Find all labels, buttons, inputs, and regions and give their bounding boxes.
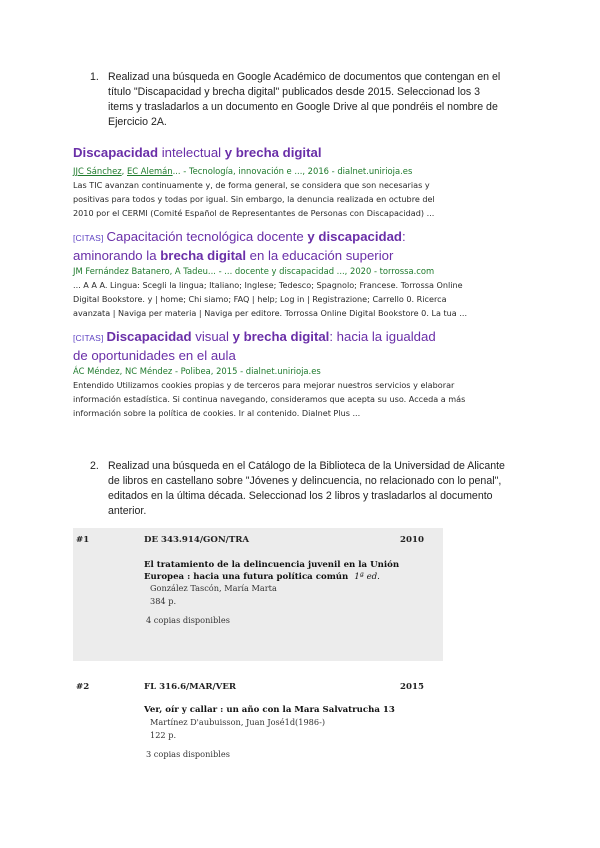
catalog-item-1-copies: 4 copias disponibles	[146, 615, 230, 625]
snippet-line: positivas para todos y todas por igual. Sin embargo, la denuncia realizada en octubre del	[73, 193, 435, 204]
snippet-line: Las TIC avanzan continuamente y, de forma general, se considera que son necesarias y	[73, 180, 430, 190]
catalog-item-2-year: 2015	[400, 682, 424, 692]
catalog-item-1-callnumber: DE 343.914/GON/TRA	[144, 535, 250, 545]
result-1-title-part: Discapacidad	[73, 145, 159, 160]
catalog-item-2-index: #2	[76, 682, 90, 692]
snippet-line: 2010 por el CERMI (Comité Español de Representantes de Personas con Discapacidad) ...	[73, 207, 435, 218]
result-2-title-part: :	[401, 229, 406, 244]
result-2-title-part: en la educación superior	[246, 248, 394, 263]
result-2-meta: JM Fernández Batanero, A Tadeu... - ... docente y discapacidad ..., 2020 - torrossa.com	[73, 266, 435, 276]
catalog-item-1-pages: 384 p.	[150, 596, 177, 606]
catalog-item-2-copies: 3 copias disponibles	[146, 749, 230, 759]
result-1-snippet	[73, 179, 528, 220]
result-3-title-part: visual	[191, 329, 233, 344]
catalog-item-1-edition: 1ª ed.	[354, 572, 380, 582]
catalog-item-1-index: #1	[76, 535, 90, 545]
task-2-line-4: anterior.	[108, 505, 147, 517]
catalog-title-line: Europea : hacia una futura política común	[144, 572, 349, 582]
task-2-line-3: editados en la última década. Seleccionad los 2 libros y trasladarlos al documento	[108, 490, 493, 502]
task-1-number: 1.	[90, 71, 99, 83]
result-2-title-part: aminorando la	[73, 248, 161, 263]
result-1-meta-sep: ,	[121, 166, 127, 176]
catalog-item-2-title[interactable]: Ver, oír y callar : un año con la Mara Salvatrucha 13	[144, 705, 395, 715]
task-1-line-4: Ejercicio 2A.	[108, 116, 167, 128]
result-1-title[interactable]	[73, 144, 513, 161]
catalog-item-1-year: 2010	[400, 535, 424, 545]
result-1-author-link[interactable]: EC Alemán	[127, 166, 173, 176]
result-3-title[interactable]	[73, 328, 513, 364]
result-1-title-part: y brecha digital	[224, 145, 322, 160]
task-2-line-2: de libros en castellano sobre "Jóvenes y delincuencia, no relacionado con lo penal",	[108, 475, 502, 487]
result-1-meta-rest: ... - Tecnología, innovación e ..., 2016 - dialnet.unirioja.es	[172, 166, 413, 176]
result-2-snippet	[73, 279, 528, 320]
task-1-line-1: Realizad una búsqueda en Google Académico de documentos que contengan en el	[108, 71, 501, 83]
result-1-meta	[73, 165, 523, 177]
catalog-item-2-pages: 122 p.	[150, 730, 177, 740]
catalog-item-1-panel	[73, 528, 443, 661]
snippet-line: información estadística. Si continua navegando, consideramos que acepta su uso. Acceda a más	[73, 393, 466, 404]
task-1-line-2: título "Discapacidad y brecha digital" publicados desde 2015. Seleccionad los 3	[108, 86, 481, 98]
result-3-title-part: : hacia la igualdad	[329, 329, 436, 344]
task-2-number: 2.	[90, 460, 99, 472]
result-2-title-part: y discapacidad	[307, 229, 402, 244]
snippet-line: Digital Bookstore. y | home; Chi siamo; FAQ | help; Log in | Registrazione; Carrello 0. Ricerca	[73, 293, 447, 304]
result-2-title-part: brecha digital	[160, 248, 246, 263]
result-1-author-link[interactable]: JJC Sánchez	[73, 166, 122, 176]
catalog-title-line: El tratamiento de la delincuencia juvenil en la Unión	[144, 560, 400, 570]
result-3-meta: ÁC Méndez, NC Méndez - Polibea, 2015 - dialnet.unirioja.es	[73, 366, 321, 376]
catalog-item-1-author: González Tascón, María Marta	[150, 583, 277, 593]
citations-tag: [CITAS]	[73, 233, 104, 243]
result-3-title-part: Discapacidad	[106, 329, 192, 344]
catalog-item-1-title[interactable]	[144, 559, 404, 583]
snippet-line: Entendido Utilizamos cookies propias y de terceros para mejorar nuestros servicios y elaborar	[73, 380, 455, 390]
citations-tag: [CITAS]	[73, 333, 104, 343]
result-3-title-line-2: de oportunidades en el aula	[73, 348, 236, 363]
result-3-snippet	[73, 379, 528, 420]
catalog-item-2-callnumber: FL 316.6/MAR/VER	[144, 682, 237, 692]
snippet-line: avanzata | Naviga per materia | Naviga per editore. Torrossa Online Digital Bookstore 0. La tua ...	[73, 307, 468, 318]
task-1-line-3: items y trasladarlos a un documento en Google Drive al que pondréis el nombre de	[108, 101, 498, 113]
task-2-line-1: Realizad una búsqueda en el Catálogo de la Biblioteca de la Universidad de Alicante	[108, 460, 505, 472]
result-3-title-part: y brecha digital	[232, 329, 330, 344]
snippet-line: información sobre la política de cookies. Ir al contenido. Dialnet Plus ...	[73, 407, 361, 418]
snippet-line: ... A A A. Lingua: Scegli la lingua; Italiano; Inglese; Tedesco; Spagnolo; Francese. Torrossa Online	[73, 280, 463, 290]
result-1-title-part: intelectual	[158, 145, 225, 160]
result-2-title-part: Capacitación tecnológica docente	[106, 229, 308, 244]
catalog-item-2-author: Martínez D'aubuisson, Juan José1d(1986-)	[150, 717, 326, 727]
result-2-title[interactable]	[73, 228, 513, 264]
